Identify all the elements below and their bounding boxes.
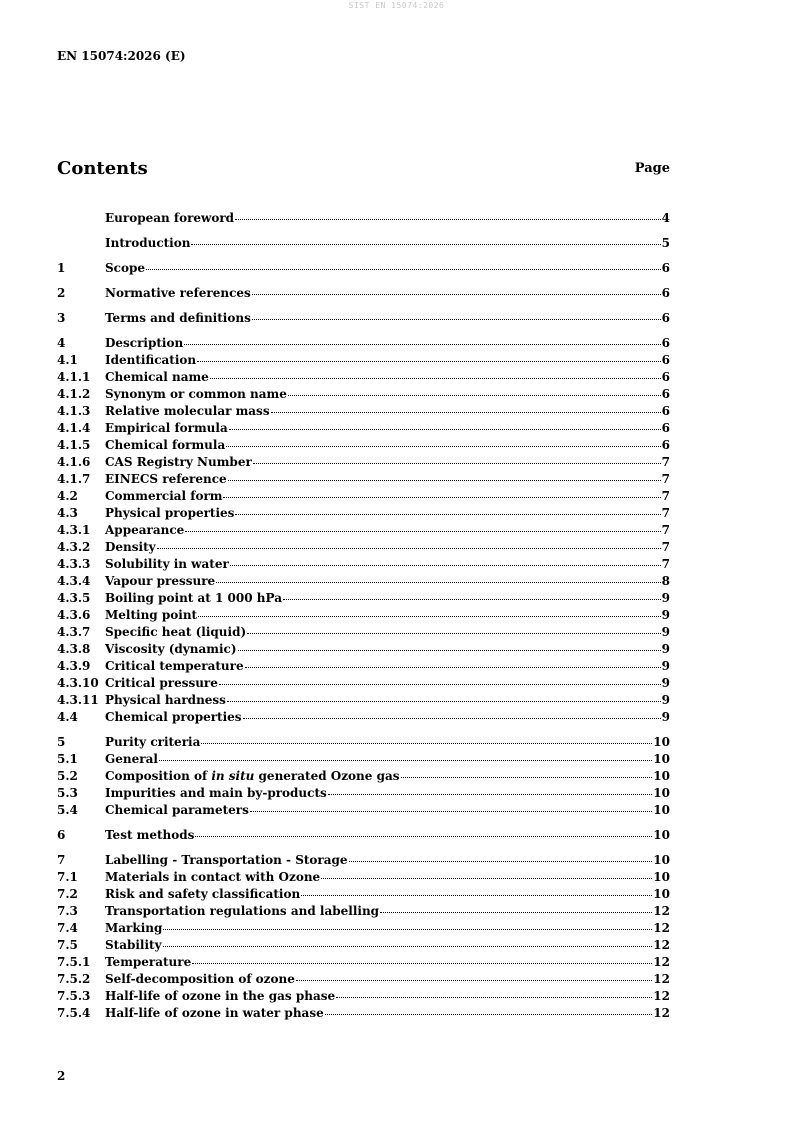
dot-leader	[245, 657, 661, 668]
toc-number: 2	[57, 286, 66, 300]
dot-leader	[325, 1004, 653, 1015]
contents-title: Contents	[57, 158, 148, 179]
toc-entry[interactable]	[57, 505, 670, 522]
toc-title: Test methods	[105, 828, 195, 842]
toc-entry[interactable]	[57, 522, 670, 539]
dot-leader	[250, 801, 652, 812]
dot-leader	[146, 259, 661, 270]
toc-entry[interactable]	[57, 827, 670, 844]
toc-page: 5	[661, 236, 670, 250]
dot-leader	[163, 936, 653, 947]
dot-leader	[321, 868, 652, 879]
toc-number: 4	[57, 336, 66, 350]
toc-page: 10	[653, 735, 670, 749]
toc-title: Labelling - Transportation - Storage	[105, 853, 348, 867]
toc-entry[interactable]	[57, 869, 670, 886]
toc-page: 7	[661, 489, 670, 503]
toc-title: Physical hardness	[105, 693, 226, 707]
toc-page: 6	[661, 311, 670, 325]
toc-title: Boiling point at 1 000 hPa	[105, 591, 282, 605]
dot-leader	[401, 767, 653, 778]
toc-entry[interactable]	[57, 403, 670, 420]
toc-title: Temperature	[105, 955, 192, 969]
toc-number: 5.3	[57, 786, 78, 800]
toc-title: Solubility in water	[105, 557, 229, 571]
toc-entry[interactable]	[57, 852, 670, 869]
dot-leader	[349, 851, 653, 862]
toc-number: 7.5	[57, 938, 78, 952]
dot-leader	[157, 538, 661, 549]
toc-page: 9	[661, 710, 670, 724]
toc-entry[interactable]	[57, 573, 670, 590]
dot-leader	[336, 987, 652, 998]
toc-title: CAS Registry Number	[105, 455, 252, 469]
toc-number: 5	[57, 735, 66, 749]
toc-page: 7	[661, 472, 670, 486]
toc-page: 9	[661, 608, 670, 622]
dot-leader	[253, 453, 661, 464]
toc-page: 12	[653, 1006, 670, 1020]
toc-number: 5.1	[57, 752, 78, 766]
toc-entry[interactable]	[57, 285, 670, 302]
toc-page: 6	[661, 387, 670, 401]
toc-title: Specific heat (liquid)	[105, 625, 247, 639]
toc-title	[105, 768, 400, 785]
toc-number: 4.4	[57, 710, 78, 724]
toc-page: 7	[661, 557, 670, 571]
toc-title: Scope	[105, 261, 146, 275]
toc-page: 12	[653, 921, 670, 935]
toc-title: Chemical name	[105, 370, 209, 384]
toc-entry[interactable]	[57, 734, 670, 751]
toc-title: Critical pressure	[105, 676, 218, 690]
toc-page: 6	[661, 404, 670, 418]
dot-leader	[328, 784, 653, 795]
toc-title: Stability	[105, 938, 162, 952]
dot-leader	[216, 572, 660, 583]
toc-number: 7.4	[57, 921, 78, 935]
toc-title: Half-life of ozone in the gas phase	[105, 989, 336, 1003]
toc-title: Relative molecular mass	[105, 404, 270, 418]
toc-page: 6	[661, 286, 670, 300]
dot-leader	[185, 521, 660, 532]
toc-page: 8	[661, 574, 670, 588]
toc-page: 6	[661, 438, 670, 452]
toc-page: 12	[653, 989, 670, 1003]
toc-entry[interactable]	[57, 488, 670, 505]
toc-page: 6	[661, 261, 670, 275]
dot-leader	[296, 970, 652, 981]
toc-number: 1	[57, 261, 66, 275]
toc-entry[interactable]	[57, 454, 670, 471]
toc-title: EINECS reference	[105, 472, 227, 486]
toc-number: 4.1.3	[57, 404, 91, 418]
toc-number: 4.1.6	[57, 455, 91, 469]
toc-title: Chemical formula	[105, 438, 226, 452]
toc-title: Normative references	[105, 286, 251, 300]
toc-title: Terms and definitions	[105, 311, 251, 325]
dot-leader	[288, 385, 661, 396]
toc-number: 5.4	[57, 803, 78, 817]
toc-number: 4.3.7	[57, 625, 91, 639]
toc-entry[interactable]	[57, 802, 670, 819]
toc-entry[interactable]	[57, 539, 670, 556]
toc-entry[interactable]	[57, 988, 670, 1005]
dot-leader	[223, 487, 660, 498]
toc-number: 4.1	[57, 353, 78, 367]
toc-entry[interactable]	[57, 751, 670, 768]
toc-number: 4.1.5	[57, 438, 91, 452]
toc-number: 4.3.11	[57, 693, 99, 707]
dot-leader	[219, 674, 661, 685]
toc-number: 4.3.3	[57, 557, 91, 571]
toc-entry[interactable]	[57, 937, 670, 954]
toc-page: 4	[661, 211, 670, 225]
toc-page: 6	[661, 336, 670, 350]
dot-leader	[195, 826, 652, 837]
dot-leader	[252, 309, 661, 320]
toc-number: 7.5.4	[57, 1006, 91, 1020]
toc-page: 10	[653, 752, 670, 766]
toc-page: 10	[653, 803, 670, 817]
toc-entry[interactable]	[57, 709, 670, 726]
toc-title: Empirical formula	[105, 421, 228, 435]
toc-title: Melting point	[105, 608, 198, 622]
toc-number: 4.3.1	[57, 523, 91, 537]
toc-title: Vapour pressure	[105, 574, 216, 588]
toc-page: 12	[653, 955, 670, 969]
toc-title: Chemical parameters	[105, 803, 249, 817]
toc-title: Self-decomposition of ozone	[105, 972, 295, 986]
toc-entry[interactable]	[57, 903, 670, 920]
toc-entry[interactable]	[57, 335, 670, 352]
dot-leader	[235, 209, 661, 220]
toc-number: 4.3	[57, 506, 78, 520]
toc-number: 4.1.1	[57, 370, 91, 384]
toc-number: 4.3.9	[57, 659, 91, 673]
dot-leader	[163, 919, 652, 930]
toc-number: 7.1	[57, 870, 78, 884]
dot-leader	[243, 708, 661, 719]
dot-leader	[198, 606, 661, 617]
dot-leader	[283, 589, 661, 600]
toc-title: European foreword	[105, 211, 235, 225]
dot-leader	[301, 885, 652, 896]
toc-entry[interactable]	[57, 437, 670, 454]
toc-entry[interactable]	[57, 675, 670, 692]
dot-leader	[192, 953, 652, 964]
toc-number: 4.3.5	[57, 591, 91, 605]
toc-number: 3	[57, 311, 66, 325]
toc-number: 4.1.4	[57, 421, 91, 435]
toc-page: 6	[661, 353, 670, 367]
dot-leader	[252, 284, 661, 295]
toc-number: 7.5.2	[57, 972, 91, 986]
dot-leader	[247, 623, 660, 634]
toc-entry[interactable]	[57, 954, 670, 971]
toc-entry[interactable]	[57, 556, 670, 573]
page-number: 2	[57, 1069, 66, 1083]
toc-title: Purity criteria	[105, 735, 201, 749]
toc-entry[interactable]	[57, 352, 670, 369]
toc-page: 9	[661, 659, 670, 673]
toc-page: 7	[661, 540, 670, 554]
toc-title: General	[105, 752, 158, 766]
toc-title-part: Composition of	[105, 769, 212, 783]
toc-entry[interactable]	[57, 1005, 670, 1022]
toc-number: 4.3.4	[57, 574, 91, 588]
dot-leader	[184, 334, 660, 345]
toc-title: Critical temperature	[105, 659, 244, 673]
dot-leader	[229, 419, 661, 430]
toc-page: 10	[653, 887, 670, 901]
toc-page: 9	[661, 625, 670, 639]
toc-title-emphasis: in situ	[211, 769, 255, 783]
toc-page: 7	[661, 523, 670, 537]
dot-leader	[159, 750, 652, 761]
toc-number: 6	[57, 828, 66, 842]
toc-entry[interactable]	[57, 624, 670, 641]
toc-title: Introduction	[105, 236, 191, 250]
dot-leader	[230, 555, 661, 566]
page-column-heading: Page	[634, 161, 670, 176]
dot-leader	[235, 504, 660, 515]
toc-page: 10	[653, 769, 670, 783]
toc-page: 10	[653, 786, 670, 800]
toc-page: 7	[661, 506, 670, 520]
toc-page: 10	[653, 853, 670, 867]
dot-leader	[228, 470, 661, 481]
dot-leader	[191, 234, 660, 245]
toc-page: 10	[653, 828, 670, 842]
toc-entry[interactable]	[57, 369, 670, 386]
toc-title: Half-life of ozone in water phase	[105, 1006, 324, 1020]
toc-title: Transportation regulations and labelling	[105, 904, 380, 918]
toc-number: 7.5.1	[57, 955, 91, 969]
toc-number: 4.3.6	[57, 608, 91, 622]
toc-number: 4.3.8	[57, 642, 91, 656]
toc-page: 9	[661, 693, 670, 707]
toc-page: 9	[661, 676, 670, 690]
toc-entry[interactable]	[57, 420, 670, 437]
toc-entry[interactable]	[57, 235, 670, 252]
toc-page: 12	[653, 938, 670, 952]
toc-title-part: generated Ozone gas	[254, 769, 400, 783]
toc-number: 7.5.3	[57, 989, 91, 1003]
dot-leader	[227, 691, 661, 702]
toc-number: 7.2	[57, 887, 78, 901]
toc-entry[interactable]	[57, 692, 670, 709]
toc-page: 9	[661, 591, 670, 605]
toc-title: Risk and safety classification	[105, 887, 301, 901]
toc-entry[interactable]	[57, 210, 670, 227]
toc-entry[interactable]	[57, 658, 670, 675]
toc-page: 6	[661, 370, 670, 384]
toc-page: 7	[661, 455, 670, 469]
toc-entry[interactable]	[57, 920, 670, 937]
toc-title: Commercial form	[105, 489, 223, 503]
toc-entry[interactable]	[57, 260, 670, 277]
toc-title: Chemical properties	[105, 710, 242, 724]
dot-leader	[201, 733, 652, 744]
toc-number: 4.1.2	[57, 387, 91, 401]
toc-number: 7	[57, 853, 66, 867]
toc-title: Synonym or common name	[105, 387, 287, 401]
dot-leader	[197, 351, 661, 362]
toc-title: Materials in contact with Ozone	[105, 870, 321, 884]
toc-title: Viscosity (dynamic)	[105, 642, 237, 656]
table-of-contents	[57, 202, 670, 1022]
toc-title: Density	[105, 540, 156, 554]
toc-entry[interactable]	[57, 641, 670, 658]
dot-leader	[226, 436, 660, 447]
toc-entry[interactable]	[57, 310, 670, 327]
toc-page: 9	[661, 642, 670, 656]
toc-page: 6	[661, 421, 670, 435]
toc-title: Identification	[105, 353, 197, 367]
toc-entry[interactable]	[57, 471, 670, 488]
toc-page: 12	[653, 972, 670, 986]
document-id: EN 15074:2026 (E)	[57, 49, 186, 63]
dot-leader	[271, 402, 661, 413]
watermark: SIST EN 15074:2026	[348, 1, 445, 10]
toc-title: Impurities and main by-products	[105, 786, 327, 800]
toc-title: Marking	[105, 921, 163, 935]
toc-entry[interactable]	[57, 590, 670, 607]
toc-entry[interactable]	[57, 768, 670, 785]
toc-page: 12	[653, 904, 670, 918]
toc-number: 4.2	[57, 489, 78, 503]
toc-title: Physical properties	[105, 506, 235, 520]
dot-leader	[210, 368, 661, 379]
toc-entry[interactable]	[57, 971, 670, 988]
toc-entry[interactable]	[57, 886, 670, 903]
dot-leader	[238, 640, 661, 651]
dot-leader	[380, 902, 652, 913]
toc-number: 4.3.10	[57, 676, 99, 690]
toc-title: Description	[105, 336, 184, 350]
toc-entry[interactable]	[57, 386, 670, 403]
toc-number: 5.2	[57, 769, 78, 783]
toc-page: 10	[653, 870, 670, 884]
toc-entry[interactable]	[57, 785, 670, 802]
toc-entry[interactable]	[57, 607, 670, 624]
toc-title: Appearance	[105, 523, 185, 537]
toc-number: 4.1.7	[57, 472, 91, 486]
toc-number: 7.3	[57, 904, 78, 918]
toc-number: 4.3.2	[57, 540, 91, 554]
